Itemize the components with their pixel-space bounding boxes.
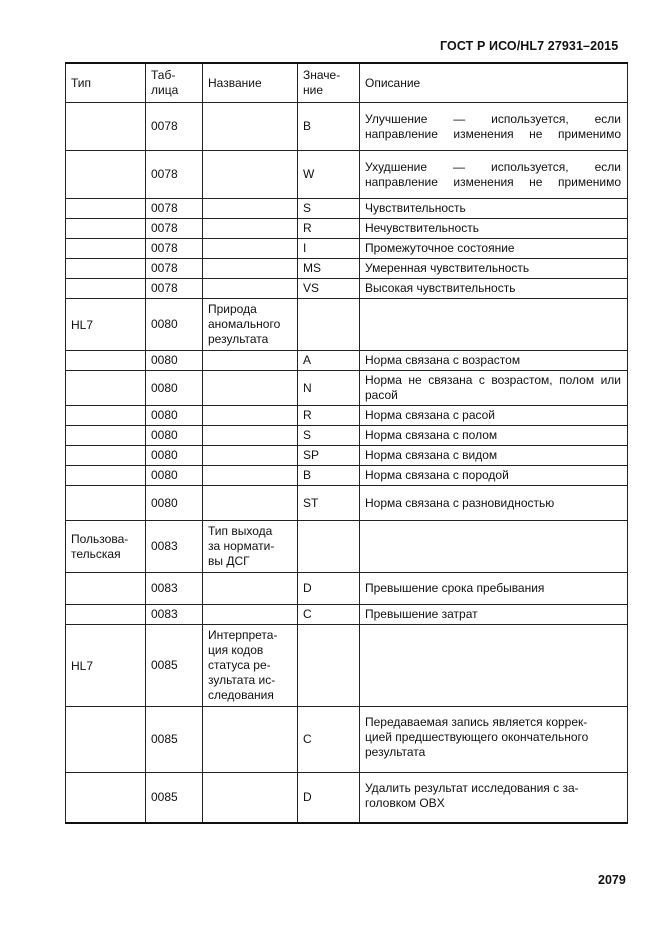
table-row [66, 199, 628, 219]
cell-value: VS [298, 279, 360, 299]
cell-table: 0078 [146, 219, 203, 239]
cell-table: 0083 [146, 605, 203, 625]
cell-name [203, 103, 298, 151]
cell-type [66, 406, 146, 426]
table-row [66, 103, 628, 151]
cell-type [66, 446, 146, 466]
col-header-name: Название [203, 63, 298, 103]
cell-description: Норма связана с видом [360, 446, 628, 466]
cell-type [66, 351, 146, 371]
cell-type [66, 219, 146, 239]
cell-description [360, 521, 628, 573]
cell-name [203, 406, 298, 426]
page-number: 2079 [598, 873, 626, 887]
cell-description: Чувствительность [360, 199, 628, 219]
cell-name [203, 219, 298, 239]
cell-name: Тип выхода за нормати- вы ДСГ [203, 521, 298, 573]
cell-value: B [298, 466, 360, 486]
cell-table: 0085 [146, 773, 203, 823]
cell-name [203, 151, 298, 199]
cell-name [203, 426, 298, 446]
cell-table: 0078 [146, 239, 203, 259]
cell-name [203, 371, 298, 406]
cell-description: Нечувствительность [360, 219, 628, 239]
table-row [66, 219, 628, 239]
cell-value [298, 299, 360, 351]
table-row [66, 466, 628, 486]
table-row [66, 486, 628, 521]
codes-table [65, 62, 628, 824]
cell-value [298, 625, 360, 707]
col-header-table: Таб- лица [146, 63, 203, 103]
cell-type [66, 239, 146, 259]
table-row [66, 625, 628, 707]
cell-table: 0085 [146, 625, 203, 707]
table-row [66, 406, 628, 426]
cell-type [66, 486, 146, 521]
cell-value: C [298, 605, 360, 625]
cell-type [66, 773, 146, 823]
cell-name [203, 466, 298, 486]
cell-type [66, 605, 146, 625]
cell-table: 0083 [146, 573, 203, 605]
cell-type [66, 151, 146, 199]
table-row [66, 426, 628, 446]
cell-type [66, 199, 146, 219]
col-header-type: Тип [66, 63, 146, 103]
cell-value: S [298, 426, 360, 446]
cell-table: 0078 [146, 151, 203, 199]
table-row [66, 573, 628, 605]
cell-value: I [298, 239, 360, 259]
cell-table: 0080 [146, 351, 203, 371]
table-row [66, 259, 628, 279]
col-header-value: Значе- ние [298, 63, 360, 103]
cell-name [203, 707, 298, 773]
cell-table: 0080 [146, 299, 203, 351]
cell-type: Пользова- тельская [66, 521, 146, 573]
cell-name [203, 259, 298, 279]
cell-table: 0078 [146, 103, 203, 151]
cell-name [203, 279, 298, 299]
cell-table: 0080 [146, 486, 203, 521]
cell-description: Умеренная чувствительность [360, 259, 628, 279]
cell-value: N [298, 371, 360, 406]
cell-value: B [298, 103, 360, 151]
cell-type [66, 466, 146, 486]
cell-value: R [298, 406, 360, 426]
cell-value: MS [298, 259, 360, 279]
cell-value: C [298, 707, 360, 773]
cell-name [203, 446, 298, 466]
cell-name [203, 199, 298, 219]
cell-table: 0080 [146, 426, 203, 446]
cell-name [203, 351, 298, 371]
cell-table: 0080 [146, 466, 203, 486]
cell-name: Интерпрета- ция кодов статуса ре- зультата ис- следования [203, 625, 298, 707]
document-header: ГОСТ Р ИСО/HL7 27931–2015 [440, 39, 619, 53]
cell-type [66, 103, 146, 151]
cell-table: 0080 [146, 371, 203, 406]
cell-value: S [298, 199, 360, 219]
cell-description: Норма связана с полом [360, 426, 628, 446]
cell-table: 0083 [146, 521, 203, 573]
cell-type [66, 371, 146, 406]
table-row [66, 446, 628, 466]
cell-description: Передаваемая запись является коррек- цией предшествующего окончательного результата [360, 707, 628, 773]
cell-type [66, 426, 146, 446]
cell-table: 0080 [146, 446, 203, 466]
cell-type [66, 279, 146, 299]
cell-description: Норма связана с породой [360, 466, 628, 486]
table-row [66, 279, 628, 299]
table-header-row [66, 63, 628, 103]
cell-name [203, 573, 298, 605]
cell-name [203, 486, 298, 521]
table-row [66, 707, 628, 773]
table-row [66, 605, 628, 625]
cell-description: Высокая чувствительность [360, 279, 628, 299]
cell-name: Природа аномального результата [203, 299, 298, 351]
cell-value: D [298, 573, 360, 605]
cell-value: A [298, 351, 360, 371]
cell-type [66, 573, 146, 605]
cell-value: D [298, 773, 360, 823]
cell-type [66, 707, 146, 773]
cell-description: Норма связана с расой [360, 406, 628, 426]
table-row [66, 371, 628, 406]
cell-value: W [298, 151, 360, 199]
table-row [66, 521, 628, 573]
cell-name [203, 773, 298, 823]
cell-description: Ухудшение — используется, если направление изменения не применимо [360, 151, 628, 199]
cell-type [66, 259, 146, 279]
cell-name [203, 239, 298, 259]
cell-value: R [298, 219, 360, 239]
cell-value: SP [298, 446, 360, 466]
cell-value: ST [298, 486, 360, 521]
table-row [66, 239, 628, 259]
table-row [66, 151, 628, 199]
cell-value [298, 521, 360, 573]
col-header-desc: Описание [360, 63, 628, 103]
cell-description: Норма связана с возрастом [360, 351, 628, 371]
cell-description: Улучшение — используется, если направление изменения не применимо [360, 103, 628, 151]
cell-description: Превышение срока пребывания [360, 573, 628, 605]
cell-description [360, 299, 628, 351]
cell-description: Удалить результат исследования с за- головком OBX [360, 773, 628, 823]
cell-description: Норма не связана с возрастом, полом или расой [360, 371, 628, 406]
table-row [66, 351, 628, 371]
cell-description: Промежуточное состояние [360, 239, 628, 259]
cell-type: HL7 [66, 625, 146, 707]
cell-table: 0078 [146, 279, 203, 299]
cell-table: 0085 [146, 707, 203, 773]
cell-table: 0078 [146, 259, 203, 279]
cell-name [203, 605, 298, 625]
cell-type: HL7 [66, 299, 146, 351]
table-row [66, 773, 628, 823]
cell-table: 0078 [146, 199, 203, 219]
cell-description: Норма связана с разновидностью [360, 486, 628, 521]
cell-description [360, 625, 628, 707]
cell-description: Превышение затрат [360, 605, 628, 625]
table-row [66, 299, 628, 351]
cell-table: 0080 [146, 406, 203, 426]
